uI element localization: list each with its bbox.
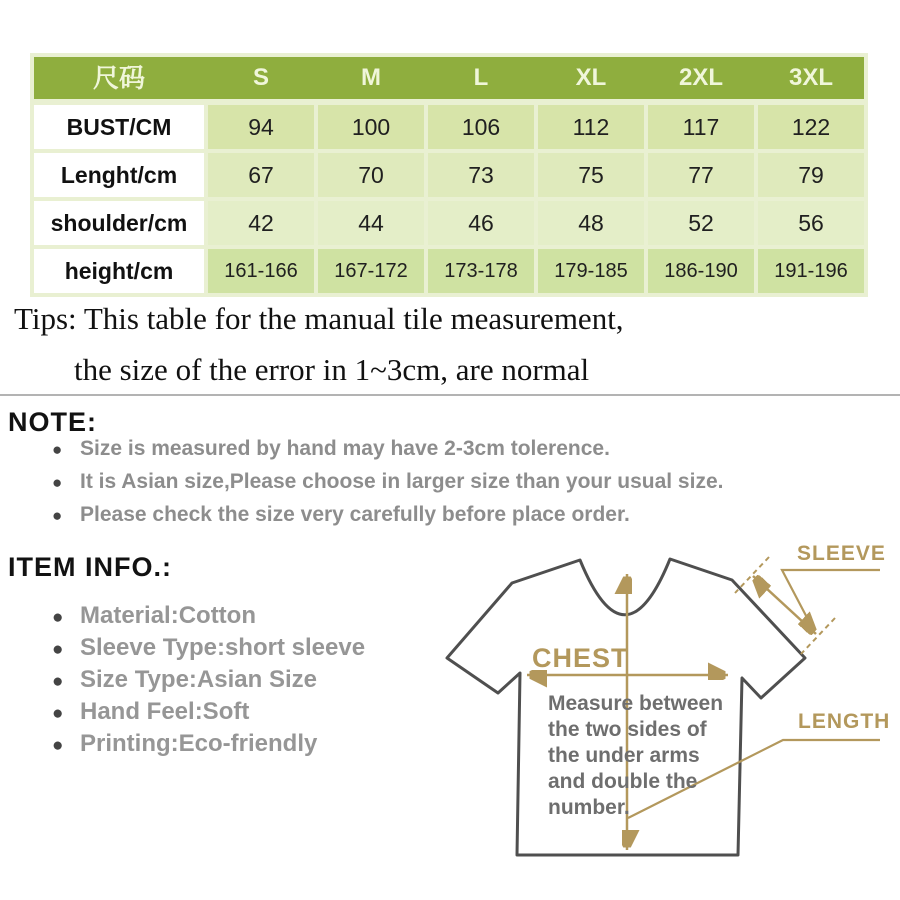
- sleeve-label: SLEEVE: [797, 542, 886, 565]
- table-cell: 167-172: [318, 249, 424, 293]
- table-cell: 112: [538, 105, 644, 149]
- table-cell: 42: [208, 201, 314, 245]
- bullet-icon: ●: [52, 506, 63, 525]
- header-size-m: M: [361, 64, 381, 91]
- table-cell: 48: [538, 201, 644, 245]
- item-info-item: [52, 730, 365, 758]
- row-label-bust: BUST/CM: [34, 105, 204, 149]
- note-heading: NOTE:: [8, 407, 97, 437]
- note-item-text: It is Asian size,Please choose in larger size than your usual size.: [80, 470, 724, 493]
- table-cell: 122: [758, 105, 864, 149]
- measure-note-line: the two sides of: [548, 718, 707, 741]
- table-cell: 179-185: [538, 249, 644, 293]
- table-cell: 44: [318, 201, 424, 245]
- bullet-icon: ●: [52, 607, 64, 628]
- item-info-item: [52, 602, 365, 630]
- row-label-shoulder: shoulder/cm: [34, 201, 204, 245]
- item-info-item: [52, 666, 365, 694]
- tips-line-2: the size of the error in 1~3cm, are normal: [74, 352, 590, 387]
- item-info-text: Printing:Eco-friendly: [80, 730, 318, 757]
- length-label: LENGTH: [798, 710, 891, 733]
- bullet-icon: ●: [52, 735, 64, 756]
- table-cell: 46: [428, 201, 534, 245]
- table-cell: 94: [208, 105, 314, 149]
- measure-note-line: Measure between: [548, 692, 724, 715]
- table-cell: 67: [208, 153, 314, 197]
- bullet-icon: ●: [52, 440, 63, 459]
- table-header-row: [34, 57, 864, 99]
- table-cell: 173-178: [428, 249, 534, 293]
- note-item: [52, 503, 723, 527]
- chest-label: CHEST: [532, 643, 629, 673]
- tshirt-measurement-diagram: [430, 530, 900, 900]
- measure-note-line: number.: [548, 796, 630, 819]
- note-item: [52, 470, 723, 494]
- item-info-item: [52, 698, 365, 726]
- sleeve-leader-line: [782, 570, 880, 629]
- bullet-icon: ●: [52, 473, 63, 492]
- table-cell: 75: [538, 153, 644, 197]
- bullet-icon: ●: [52, 639, 64, 660]
- header-size-xl: XL: [575, 64, 607, 91]
- header-size-3xl: 3XL: [788, 64, 833, 91]
- table-cell: 186-190: [648, 249, 754, 293]
- table-cell: 191-196: [758, 249, 864, 293]
- section-divider: [0, 394, 900, 396]
- header-size-2xl: 2XL: [678, 64, 723, 91]
- table-cell: 52: [648, 201, 754, 245]
- header-size-l: L: [473, 64, 489, 91]
- measure-note-line: and double the: [548, 770, 698, 793]
- row-label-length: Lenght/cm: [34, 153, 204, 197]
- item-info-text: Material:Cotton: [80, 602, 256, 629]
- item-info-text: Sleeve Type:short sleeve: [80, 634, 366, 661]
- bullet-icon: ●: [52, 703, 64, 724]
- table-cell: 79: [758, 153, 864, 197]
- item-info-item: [52, 634, 365, 662]
- table-cell: 161-166: [208, 249, 314, 293]
- table-cell: 77: [648, 153, 754, 197]
- table-cell: 70: [318, 153, 424, 197]
- size-chart-table: [30, 53, 868, 297]
- item-info-heading: ITEM INFO.:: [8, 552, 172, 582]
- table-cell: 117: [648, 105, 754, 149]
- header-size-s: S: [252, 64, 269, 91]
- note-item: [52, 437, 723, 461]
- table-cell: 56: [758, 201, 864, 245]
- table-cell: 100: [318, 105, 424, 149]
- measure-note-line: the under arms: [548, 744, 700, 767]
- tips-line-1: Tips: This table for the manual tile measurement,: [14, 301, 624, 336]
- header-size-label: 尺码: [92, 63, 145, 93]
- note-list: [52, 437, 723, 536]
- note-item-text: Please check the size very carefully before place order.: [80, 503, 630, 526]
- table-cell: 73: [428, 153, 534, 197]
- note-item-text: Size is measured by hand may have 2-3cm tolerence.: [80, 437, 610, 460]
- bullet-icon: ●: [52, 671, 64, 692]
- item-info-text: Size Type:Asian Size: [80, 666, 317, 693]
- row-label-height: height/cm: [34, 249, 204, 293]
- item-info-list: [52, 602, 365, 762]
- table-cell: 106: [428, 105, 534, 149]
- item-info-text: Hand Feel:Soft: [80, 698, 250, 725]
